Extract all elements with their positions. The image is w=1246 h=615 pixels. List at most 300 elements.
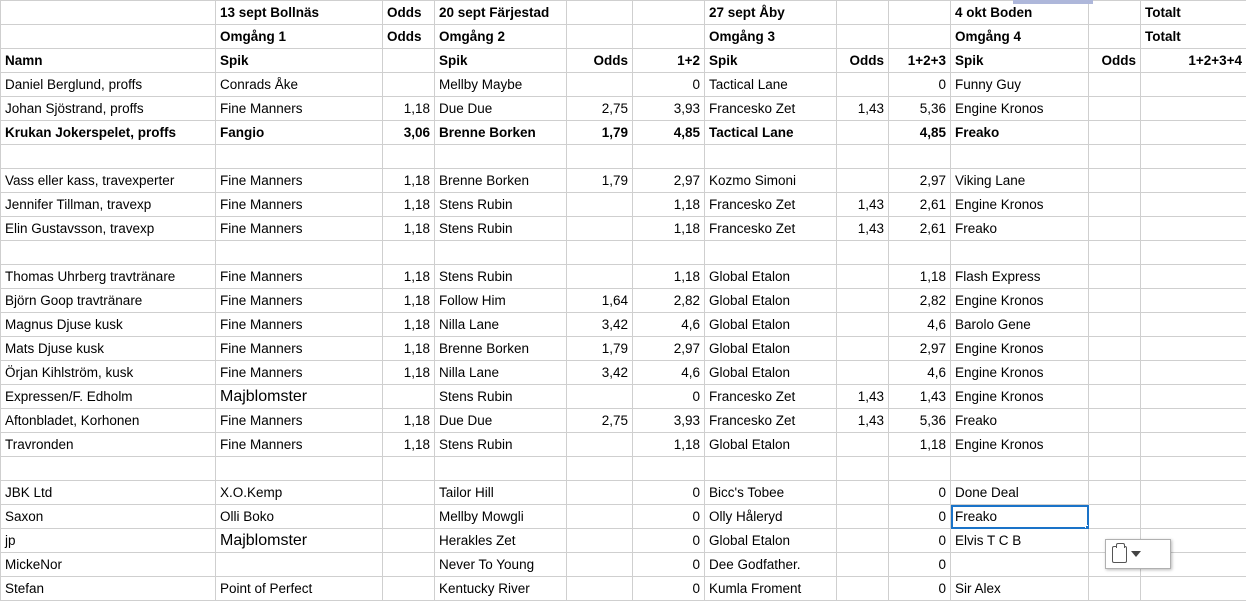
cell-namn[interactable]: jp <box>1 529 216 553</box>
cell-sum1234[interactable] <box>1141 481 1246 505</box>
header-row-dates-cell[interactable] <box>633 1 705 25</box>
cell-sum1234[interactable] <box>1141 97 1246 121</box>
cell-odds4[interactable] <box>1089 457 1141 481</box>
cell-odds1[interactable]: 1,18 <box>383 337 435 361</box>
header-row-rounds-cell[interactable] <box>567 25 633 49</box>
cell-odds2[interactable] <box>567 553 633 577</box>
header-row-dates-cell[interactable] <box>1089 1 1141 25</box>
cell-spik1[interactable] <box>216 241 383 265</box>
cell-spik2[interactable]: Stens Rubin <box>435 265 567 289</box>
cell-spik2[interactable]: Stens Rubin <box>435 433 567 457</box>
cell-namn[interactable]: Expressen/F. Edholm <box>1 385 216 409</box>
cell-odds1[interactable] <box>383 457 435 481</box>
cell-spik4[interactable]: Funny Guy <box>951 73 1089 97</box>
cell-odds3[interactable] <box>837 121 889 145</box>
cell-namn[interactable]: Saxon <box>1 505 216 529</box>
cell-sum12[interactable] <box>633 145 705 169</box>
cell-sum1234[interactable] <box>1141 505 1246 529</box>
cell-spik2[interactable]: Mellby Mowgli <box>435 505 567 529</box>
cell-odds2[interactable]: 1,79 <box>567 121 633 145</box>
cell-odds2[interactable]: 1,64 <box>567 289 633 313</box>
cell-spik3[interactable]: Global Etalon <box>705 433 837 457</box>
cell-sum1234[interactable] <box>1141 457 1246 481</box>
cell-namn[interactable]: Thomas Uhrberg travtränare <box>1 265 216 289</box>
header-row-columns-cell[interactable]: Namn <box>1 49 216 73</box>
cell-sum12[interactable]: 0 <box>633 73 705 97</box>
cell-odds4[interactable] <box>1089 361 1141 385</box>
cell-odds2[interactable] <box>567 433 633 457</box>
cell-sum1234[interactable] <box>1141 73 1246 97</box>
cell-odds2[interactable] <box>567 481 633 505</box>
cell-odds1[interactable]: 1,18 <box>383 433 435 457</box>
header-row-dates-cell[interactable] <box>1 1 216 25</box>
cell-sum123[interactable]: 0 <box>889 505 951 529</box>
cell-spik1[interactable]: Point of Perfect <box>216 577 383 601</box>
selection-fill-handle[interactable] <box>1085 525 1089 529</box>
cell-odds3[interactable] <box>837 169 889 193</box>
header-row-columns-cell[interactable]: Spik <box>216 49 383 73</box>
cell-odds3[interactable] <box>837 265 889 289</box>
cell-odds3[interactable]: 1,43 <box>837 385 889 409</box>
cell-sum123[interactable]: 5,36 <box>889 409 951 433</box>
cell-sum1234[interactable] <box>1141 409 1246 433</box>
cell-sum123[interactable]: 4,6 <box>889 313 951 337</box>
cell-sum123[interactable]: 2,61 <box>889 193 951 217</box>
cell-sum123[interactable]: 2,97 <box>889 169 951 193</box>
cell-spik4[interactable] <box>951 241 1089 265</box>
chevron-down-icon[interactable] <box>1131 551 1141 557</box>
header-row-columns-cell[interactable]: Spik <box>435 49 567 73</box>
cell-sum1234[interactable] <box>1141 577 1246 601</box>
cell-spik4[interactable]: Engine Kronos <box>951 193 1089 217</box>
cell-spik3[interactable]: Global Etalon <box>705 265 837 289</box>
cell-odds1[interactable]: 1,18 <box>383 97 435 121</box>
cell-odds4[interactable] <box>1089 289 1141 313</box>
cell-spik3[interactable]: Dee Godfather. <box>705 553 837 577</box>
cell-namn[interactable]: Krukan Jokerspelet, proffs <box>1 121 216 145</box>
header-row-dates-cell[interactable]: 4 okt Boden <box>951 1 1089 25</box>
cell-odds1[interactable]: 1,18 <box>383 409 435 433</box>
cell-odds2[interactable]: 2,75 <box>567 97 633 121</box>
cell-spik2[interactable]: Brenne Borken <box>435 337 567 361</box>
cell-spik3[interactable] <box>705 145 837 169</box>
cell-sum12[interactable] <box>633 457 705 481</box>
cell-sum12[interactable]: 4,6 <box>633 313 705 337</box>
cell-spik1[interactable]: Olli Boko <box>216 505 383 529</box>
cell-sum123[interactable]: 2,82 <box>889 289 951 313</box>
cell-odds3[interactable] <box>837 505 889 529</box>
cell-odds2[interactable] <box>567 73 633 97</box>
table-row <box>1 577 1246 601</box>
header-row-dates-cell[interactable]: 27 sept Åby <box>705 1 837 25</box>
cell-odds2[interactable] <box>567 265 633 289</box>
cell-spik1[interactable] <box>216 553 383 577</box>
cell-odds3[interactable] <box>837 481 889 505</box>
cell-odds1[interactable] <box>383 553 435 577</box>
cell-spik3[interactable] <box>705 457 837 481</box>
cell-spik4[interactable]: Freako <box>951 505 1089 529</box>
header-row-columns-cell[interactable]: Spik <box>705 49 837 73</box>
cell-namn[interactable]: Björn Goop travtränare <box>1 289 216 313</box>
header-row-rounds-cell[interactable] <box>633 25 705 49</box>
cell-sum12[interactable]: 4,85 <box>633 121 705 145</box>
cell-namn[interactable]: Vass eller kass, travexperter <box>1 169 216 193</box>
header-row-rounds-cell[interactable]: Omgång 2 <box>435 25 567 49</box>
cell-sum12[interactable]: 2,97 <box>633 337 705 361</box>
cell-odds3[interactable]: 1,43 <box>837 97 889 121</box>
cell-namn[interactable] <box>1 241 216 265</box>
cell-spik1[interactable]: Fine Manners <box>216 313 383 337</box>
cell-namn[interactable]: Jennifer Tillman, travexp <box>1 193 216 217</box>
cell-spik2[interactable]: Follow Him <box>435 289 567 313</box>
cell-sum123[interactable]: 0 <box>889 577 951 601</box>
cell-spik3[interactable]: Francesko Zet <box>705 193 837 217</box>
cell-spik4[interactable]: Barolo Gene <box>951 313 1089 337</box>
cell-spik3[interactable]: Francesko Zet <box>705 217 837 241</box>
cell-odds2[interactable] <box>567 529 633 553</box>
cell-odds4[interactable] <box>1089 193 1141 217</box>
cell-sum123[interactable]: 1,18 <box>889 265 951 289</box>
cell-sum12[interactable]: 0 <box>633 553 705 577</box>
cell-spik1[interactable]: Fine Manners <box>216 337 383 361</box>
cell-spik4[interactable]: Flash Express <box>951 265 1089 289</box>
cell-spik1[interactable]: Majblomster <box>216 385 383 409</box>
cell-odds2[interactable] <box>567 457 633 481</box>
cell-sum1234[interactable] <box>1141 241 1246 265</box>
cell-sum1234[interactable] <box>1141 121 1246 145</box>
cell-sum123[interactable] <box>889 457 951 481</box>
cell-spik1[interactable]: Fine Manners <box>216 97 383 121</box>
cell-spik2[interactable]: Herakles Zet <box>435 529 567 553</box>
cell-spik4[interactable] <box>951 553 1089 577</box>
cell-spik2[interactable] <box>435 145 567 169</box>
cell-namn[interactable] <box>1 145 216 169</box>
cell-namn[interactable] <box>1 457 216 481</box>
cell-sum12[interactable]: 0 <box>633 505 705 529</box>
cell-namn[interactable]: Stefan <box>1 577 216 601</box>
cell-spik2[interactable] <box>435 457 567 481</box>
cell-spik1[interactable]: Fine Manners <box>216 409 383 433</box>
cell-spik2[interactable]: Never To Young <box>435 553 567 577</box>
cell-odds1[interactable]: 1,18 <box>383 217 435 241</box>
cell-spik4[interactable]: Engine Kronos <box>951 97 1089 121</box>
cell-spik1[interactable]: Fine Manners <box>216 265 383 289</box>
cell-spik4[interactable]: Viking Lane <box>951 169 1089 193</box>
header-row-dates-cell[interactable]: 20 sept Färjestad <box>435 1 567 25</box>
cell-sum123[interactable]: 0 <box>889 481 951 505</box>
cell-spik2[interactable]: Kentucky River <box>435 577 567 601</box>
cell-spik1[interactable]: Fine Manners <box>216 361 383 385</box>
header-row-rounds-cell[interactable] <box>837 25 889 49</box>
cell-odds3[interactable]: 1,43 <box>837 217 889 241</box>
cell-spik4[interactable]: Done Deal <box>951 481 1089 505</box>
cell-spik3[interactable]: Kumla Froment <box>705 577 837 601</box>
cell-spik1[interactable]: Fine Manners <box>216 433 383 457</box>
cell-odds4[interactable] <box>1089 409 1141 433</box>
cell-namn[interactable]: Aftonbladet, Korhonen <box>1 409 216 433</box>
cell-spik3[interactable]: Global Etalon <box>705 361 837 385</box>
cell-spik2[interactable]: Brenne Borken <box>435 169 567 193</box>
header-row-rounds-cell[interactable]: Omgång 1 <box>216 25 383 49</box>
cell-sum12[interactable]: 2,97 <box>633 169 705 193</box>
cell-spik3[interactable]: Global Etalon <box>705 289 837 313</box>
cell-spik4[interactable]: Sir Alex <box>951 577 1089 601</box>
cell-odds2[interactable] <box>567 577 633 601</box>
cell-odds1[interactable]: 1,18 <box>383 361 435 385</box>
header-row-columns-cell[interactable]: 1+2+3 <box>889 49 951 73</box>
cell-spik4[interactable]: Engine Kronos <box>951 289 1089 313</box>
cell-sum123[interactable]: 5,36 <box>889 97 951 121</box>
cell-odds1[interactable]: 1,18 <box>383 193 435 217</box>
cell-odds1[interactable]: 1,18 <box>383 313 435 337</box>
cell-sum12[interactable]: 0 <box>633 529 705 553</box>
cell-odds1[interactable]: 1,18 <box>383 169 435 193</box>
cell-odds1[interactable] <box>383 241 435 265</box>
cell-spik4[interactable]: Engine Kronos <box>951 337 1089 361</box>
cell-odds4[interactable] <box>1089 73 1141 97</box>
cell-odds3[interactable] <box>837 433 889 457</box>
cell-spik3[interactable]: Bicc's Tobee <box>705 481 837 505</box>
cell-spik3[interactable]: Olly Håleryd <box>705 505 837 529</box>
cell-odds4[interactable] <box>1089 217 1141 241</box>
cell-spik4[interactable]: Elvis T C B <box>951 529 1089 553</box>
header-row-columns-cell[interactable]: Odds <box>567 49 633 73</box>
cell-odds3[interactable] <box>837 289 889 313</box>
cell-sum123[interactable]: 0 <box>889 73 951 97</box>
cell-spik2[interactable]: Tailor Hill <box>435 481 567 505</box>
cell-spik2[interactable]: Stens Rubin <box>435 385 567 409</box>
cell-spik3[interactable]: Tactical Lane <box>705 121 837 145</box>
header-row-dates-cell[interactable]: 13 sept Bollnäs <box>216 1 383 25</box>
cell-spik1[interactable]: Conrads Åke <box>216 73 383 97</box>
cell-odds3[interactable] <box>837 529 889 553</box>
header-row-columns-cell[interactable] <box>383 49 435 73</box>
header-row-dates-cell[interactable] <box>889 1 951 25</box>
cell-spik4[interactable] <box>951 145 1089 169</box>
header-row-columns-cell[interactable]: Odds <box>837 49 889 73</box>
cell-namn[interactable]: JBK Ltd <box>1 481 216 505</box>
header-row-dates-cell[interactable]: Odds <box>383 1 435 25</box>
cell-sum1234[interactable] <box>1141 217 1246 241</box>
cell-namn[interactable]: Magnus Djuse kusk <box>1 313 216 337</box>
cell-odds4[interactable] <box>1089 505 1141 529</box>
cell-odds1[interactable] <box>383 577 435 601</box>
cell-namn[interactable]: MickeNor <box>1 553 216 577</box>
cell-spik4[interactable]: Freako <box>951 121 1089 145</box>
cell-odds1[interactable]: 1,18 <box>383 289 435 313</box>
cell-spik1[interactable]: Fine Manners <box>216 193 383 217</box>
cell-odds3[interactable]: 1,43 <box>837 409 889 433</box>
cell-odds4[interactable] <box>1089 577 1141 601</box>
cell-spik1[interactable]: Fine Manners <box>216 169 383 193</box>
cell-sum1234[interactable] <box>1141 145 1246 169</box>
cell-spik2[interactable]: Stens Rubin <box>435 193 567 217</box>
cell-sum12[interactable]: 3,93 <box>633 97 705 121</box>
cell-namn[interactable]: Mats Djuse kusk <box>1 337 216 361</box>
header-row-rounds-cell[interactable] <box>1089 25 1141 49</box>
cell-odds1[interactable] <box>383 481 435 505</box>
cell-spik4[interactable]: Engine Kronos <box>951 433 1089 457</box>
cell-sum1234[interactable] <box>1141 385 1246 409</box>
cell-spik4[interactable]: Freako <box>951 217 1089 241</box>
cell-namn[interactable]: Daniel Berglund, proffs <box>1 73 216 97</box>
cell-sum12[interactable]: 1,18 <box>633 433 705 457</box>
cell-sum12[interactable]: 0 <box>633 577 705 601</box>
cell-odds1[interactable] <box>383 385 435 409</box>
cell-sum123[interactable]: 0 <box>889 553 951 577</box>
cell-odds4[interactable] <box>1089 97 1141 121</box>
cell-odds2[interactable] <box>567 193 633 217</box>
cell-namn[interactable]: Travronden <box>1 433 216 457</box>
cell-odds1[interactable] <box>383 529 435 553</box>
cell-spik1[interactable]: Fine Manners <box>216 289 383 313</box>
header-row-rounds-cell[interactable]: Totalt <box>1141 25 1246 49</box>
cell-sum1234[interactable] <box>1141 289 1246 313</box>
cell-spik3[interactable]: Tactical Lane <box>705 73 837 97</box>
cell-odds2[interactable] <box>567 217 633 241</box>
cell-spik2[interactable]: Due Due <box>435 409 567 433</box>
cell-odds1[interactable] <box>383 73 435 97</box>
cell-sum12[interactable]: 1,18 <box>633 265 705 289</box>
cell-odds4[interactable] <box>1089 145 1141 169</box>
cell-sum12[interactable]: 3,93 <box>633 409 705 433</box>
cell-sum1234[interactable] <box>1141 265 1246 289</box>
cell-odds2[interactable] <box>567 385 633 409</box>
cell-odds2[interactable] <box>567 241 633 265</box>
cell-odds3[interactable] <box>837 145 889 169</box>
cell-sum123[interactable]: 4,6 <box>889 361 951 385</box>
cell-odds2[interactable] <box>567 145 633 169</box>
cell-spik3[interactable]: Global Etalon <box>705 529 837 553</box>
cell-spik4[interactable]: Engine Kronos <box>951 361 1089 385</box>
header-row-dates-cell[interactable] <box>837 1 889 25</box>
cell-odds2[interactable]: 3,42 <box>567 313 633 337</box>
cell-sum12[interactable] <box>633 241 705 265</box>
header-row-columns-cell[interactable]: 1+2 <box>633 49 705 73</box>
cell-odds2[interactable]: 2,75 <box>567 409 633 433</box>
cell-odds4[interactable] <box>1089 337 1141 361</box>
cell-spik3[interactable] <box>705 241 837 265</box>
header-row-rounds-cell[interactable]: Odds <box>383 25 435 49</box>
header-row-dates-cell[interactable] <box>567 1 633 25</box>
cell-odds3[interactable] <box>837 361 889 385</box>
cell-sum12[interactable]: 2,82 <box>633 289 705 313</box>
cell-odds4[interactable] <box>1089 121 1141 145</box>
cell-namn[interactable]: Örjan Kihlström, kusk <box>1 361 216 385</box>
cell-sum1234[interactable] <box>1141 337 1246 361</box>
cell-spik4[interactable] <box>951 457 1089 481</box>
cell-sum1234[interactable] <box>1141 361 1246 385</box>
cell-spik3[interactable]: Francesko Zet <box>705 97 837 121</box>
cell-odds3[interactable]: 1,43 <box>837 193 889 217</box>
cell-odds3[interactable] <box>837 313 889 337</box>
cell-spik3[interactable]: Kozmo Simoni <box>705 169 837 193</box>
cell-sum123[interactable]: 4,85 <box>889 121 951 145</box>
cell-sum123[interactable]: 1,43 <box>889 385 951 409</box>
cell-sum1234[interactable] <box>1141 433 1246 457</box>
paste-options-button[interactable] <box>1105 539 1171 569</box>
cell-odds3[interactable] <box>837 457 889 481</box>
cell-spik3[interactable]: Global Etalon <box>705 313 837 337</box>
cell-spik1[interactable]: Fine Manners <box>216 217 383 241</box>
cell-odds4[interactable] <box>1089 433 1141 457</box>
cell-spik3[interactable]: Francesko Zet <box>705 385 837 409</box>
cell-spik2[interactable]: Nilla Lane <box>435 313 567 337</box>
cell-sum1234[interactable] <box>1141 169 1246 193</box>
cell-namn[interactable]: Elin Gustavsson, travexp <box>1 217 216 241</box>
cell-odds1[interactable]: 1,18 <box>383 265 435 289</box>
cell-sum123[interactable] <box>889 145 951 169</box>
cell-odds4[interactable] <box>1089 265 1141 289</box>
cell-spik2[interactable]: Mellby Maybe <box>435 73 567 97</box>
cell-sum123[interactable]: 0 <box>889 529 951 553</box>
cell-sum12[interactable]: 1,18 <box>633 217 705 241</box>
cell-odds2[interactable]: 1,79 <box>567 337 633 361</box>
cell-odds4[interactable] <box>1089 241 1141 265</box>
header-row-columns-cell[interactable]: 1+2+3+4 <box>1141 49 1246 73</box>
cell-odds4[interactable] <box>1089 385 1141 409</box>
cell-odds1[interactable] <box>383 145 435 169</box>
cell-sum12[interactable]: 4,6 <box>633 361 705 385</box>
cell-odds4[interactable] <box>1089 313 1141 337</box>
cell-sum12[interactable]: 0 <box>633 481 705 505</box>
cell-spik2[interactable] <box>435 241 567 265</box>
header-row-columns-cell[interactable]: Odds <box>1089 49 1141 73</box>
cell-spik4[interactable]: Engine Kronos <box>951 385 1089 409</box>
header-row-rounds-cell[interactable]: Omgång 4 <box>951 25 1089 49</box>
cell-spik1[interactable]: X.O.Kemp <box>216 481 383 505</box>
cell-spik1[interactable] <box>216 145 383 169</box>
cell-sum123[interactable] <box>889 241 951 265</box>
cell-odds4[interactable] <box>1089 169 1141 193</box>
cell-odds1[interactable]: 3,06 <box>383 121 435 145</box>
cell-odds2[interactable]: 3,42 <box>567 361 633 385</box>
cell-spik1[interactable] <box>216 457 383 481</box>
cell-spik1[interactable]: Majblomster <box>216 529 383 553</box>
cell-sum123[interactable]: 2,61 <box>889 217 951 241</box>
cell-odds1[interactable] <box>383 505 435 529</box>
cell-odds2[interactable] <box>567 505 633 529</box>
cell-spik2[interactable]: Nilla Lane <box>435 361 567 385</box>
header-row-rounds-cell[interactable]: Omgång 3 <box>705 25 837 49</box>
cell-odds2[interactable]: 1,79 <box>567 169 633 193</box>
cell-odds4[interactable] <box>1089 481 1141 505</box>
cell-odds3[interactable] <box>837 337 889 361</box>
cell-spik2[interactable]: Due Due <box>435 97 567 121</box>
header-row-rounds-cell[interactable] <box>1 25 216 49</box>
cell-namn[interactable]: Johan Sjöstrand, proffs <box>1 97 216 121</box>
cell-odds3[interactable] <box>837 553 889 577</box>
cell-spik1[interactable]: Fangio <box>216 121 383 145</box>
cell-odds3[interactable] <box>837 241 889 265</box>
cell-odds3[interactable] <box>837 73 889 97</box>
cell-spik3[interactable]: Francesko Zet <box>705 409 837 433</box>
header-row-rounds-cell[interactable] <box>889 25 951 49</box>
cell-spik2[interactable]: Stens Rubin <box>435 217 567 241</box>
header-row-columns-cell[interactable]: Spik <box>951 49 1089 73</box>
cell-sum123[interactable]: 2,97 <box>889 337 951 361</box>
cell-sum1234[interactable] <box>1141 193 1246 217</box>
cell-spik3[interactable]: Global Etalon <box>705 337 837 361</box>
cell-sum12[interactable]: 0 <box>633 385 705 409</box>
cell-sum12[interactable]: 1,18 <box>633 193 705 217</box>
cell-sum1234[interactable] <box>1141 313 1246 337</box>
cell-sum123[interactable]: 1,18 <box>889 433 951 457</box>
cell-spik4[interactable]: Freako <box>951 409 1089 433</box>
cell-spik2[interactable]: Brenne Borken <box>435 121 567 145</box>
cell-odds3[interactable] <box>837 577 889 601</box>
header-row-dates-cell[interactable]: Totalt <box>1141 1 1246 25</box>
